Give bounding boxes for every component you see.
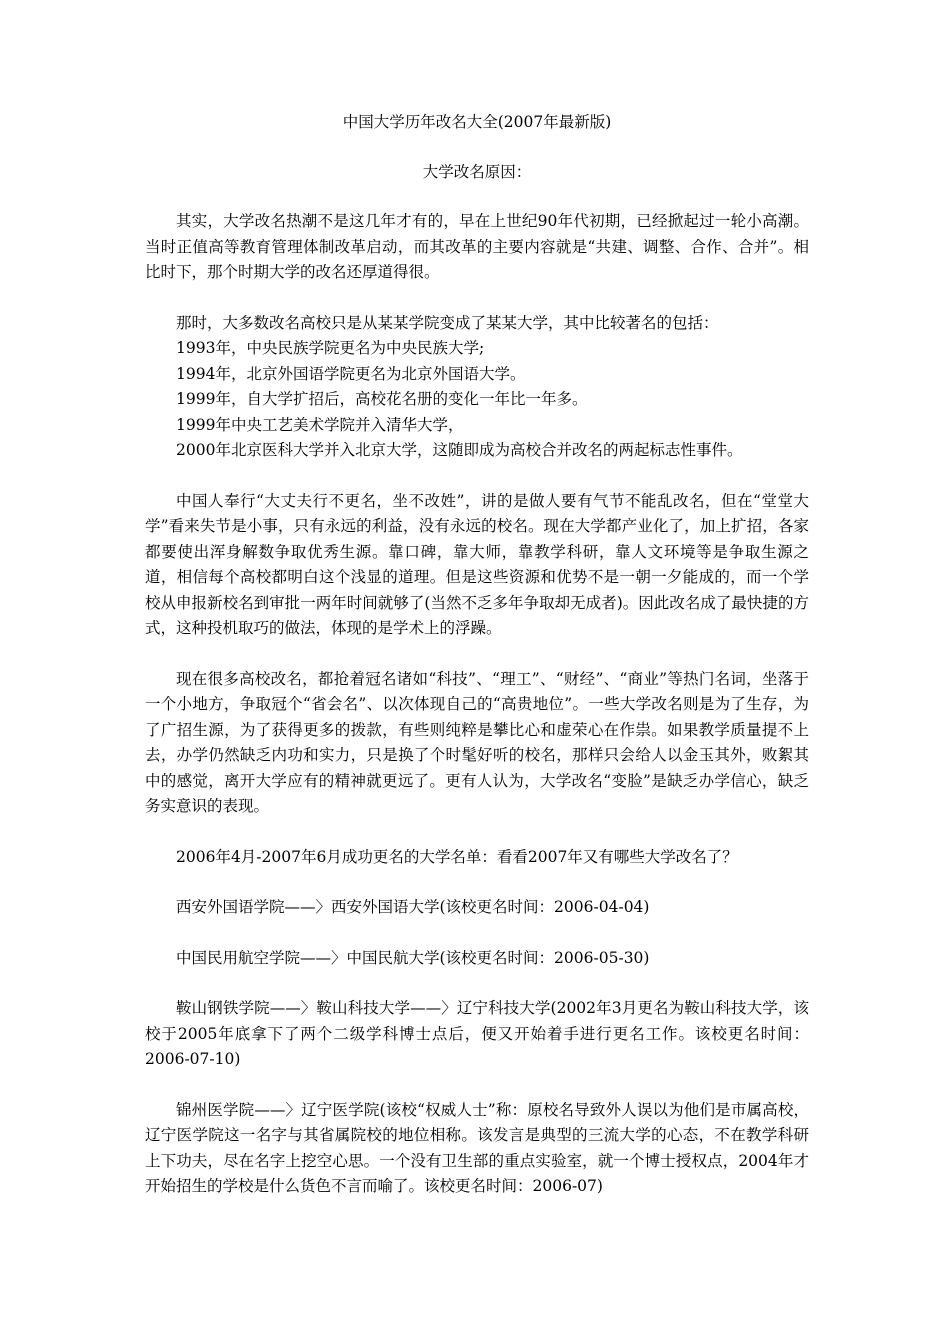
rename-entry: 鞍山钢铁学院——〉鞍山科技大学——〉辽宁科技大学(2002年3月更名为鞍山科技大学，该校于2005年底拿下了两个二级学科博士点后，便又开始着手进行更名工作。该校更名时间：2006-07-10) <box>145 999 809 1068</box>
list-item: 1999年，自大学扩招后，高校花名册的变化一年比一年多。 <box>176 390 588 408</box>
list-item: 1999年中央工艺美术学院并入清华大学， <box>176 415 464 434</box>
rename-entry: 西安外国语学院——〉西安外国语大学(该校更名时间：2006-04-04) <box>176 898 650 916</box>
paragraph-rename-list-heading: 2006年4月-2007年6月成功更名的大学名单：看看2007年又有哪些大学改名了？ <box>176 847 738 866</box>
document-title: 中国大学历年改名大全(2007年最新版) <box>342 113 612 131</box>
renamed-list <box>145 311 809 464</box>
paragraph-reputation: 中国人奉行“大丈夫行不更名，坐不改姓”，讲的是做人要有气节不能乱改名，但在“堂堂大学”看来失节是小事，只有永远的利益，没有永远的校名。现在大学都产业化了，加上扩招，各家都要使出浑身解数争取优秀生源。靠口碑，靠大师，靠教学科研，靠人文环境等是争取生源之道，相信每个高校都明白这个浅显的道理。但是这些资源和优势不是一朝一夕能成的，而一个学校从申报新校名到审批一两年时间就够了(当然不乏多年争取却无成者)。因此改名成了最快捷的方式，这种投机取巧的做法，体现的是学术上的浮躁。 <box>145 491 809 637</box>
document-page <box>145 110 809 1225</box>
rename-entry: 中国民用航空学院——〉中国民航大学(该校更名时间：2006-05-30) <box>176 948 650 967</box>
section-title: 大学改名原因： <box>422 162 532 181</box>
list-item: 2000年北京医科大学并入北京大学，这随即成为高校合并改名的两起标志性事件。 <box>176 441 743 459</box>
paragraph-hot-names: 现在很多高校改名，都抢着冠名诸如“科技”、“理工”、“财经”、“商业”等热门名词，坐落于一个小地方，争取冠个“省会名”、以次体现自己的“高贵地位”。一些大学改名则是为了生存，为了广招生源，为了获得更多的拨款，有些则纯粹是攀比心和虚荣心在作祟。如果教学质量提不上去，办学仍然缺乏内功和实力，只是换了个时髦好听的校名，那样只会给人以金玉其外，败絮其中的感觉，离开大学应有的精神就更远了。更有人认为，大学改名“变脸”是缺乏办学信心，缺乏务实意识的表现。 <box>145 669 809 815</box>
list-item: 1994年，北京外国语学院更名为北京外国语大学。 <box>176 364 526 383</box>
rename-entry: 锦州医学院——〉辽宁医学院(该校“权威人士”称：原校名导致外人误以为他们是市属高校，辽宁医学院这一名字与其省属院校的地位相称。该发言是典型的三流大学的心态，不在教学科研上下功夫，尽在名字上挖空心思。一个没有卫生部的重点实验室，就一个博士授权点，2004年才开始招生的学校是什么货色不言而喻了。该校更名时间：2006-07) <box>145 1100 809 1195</box>
list-intro: 那时，大多数改名高校只是从某某学院变成了某某大学，其中比较著名的包括： <box>176 313 719 332</box>
paragraph-intro: 其实，大学改名热潮不是这几年才有的，早在上世纪90年代初期，已经掀起过一轮小高潮。当时正值高等教育管理体制改革启动，而其改革的主要内容就是“共建、调整、合作、合并”。相比时下，那个时期大学的改名还厚道得很。 <box>145 212 809 281</box>
list-item: 1993年，中央民族学院更名为中央民族大学; <box>176 339 485 357</box>
